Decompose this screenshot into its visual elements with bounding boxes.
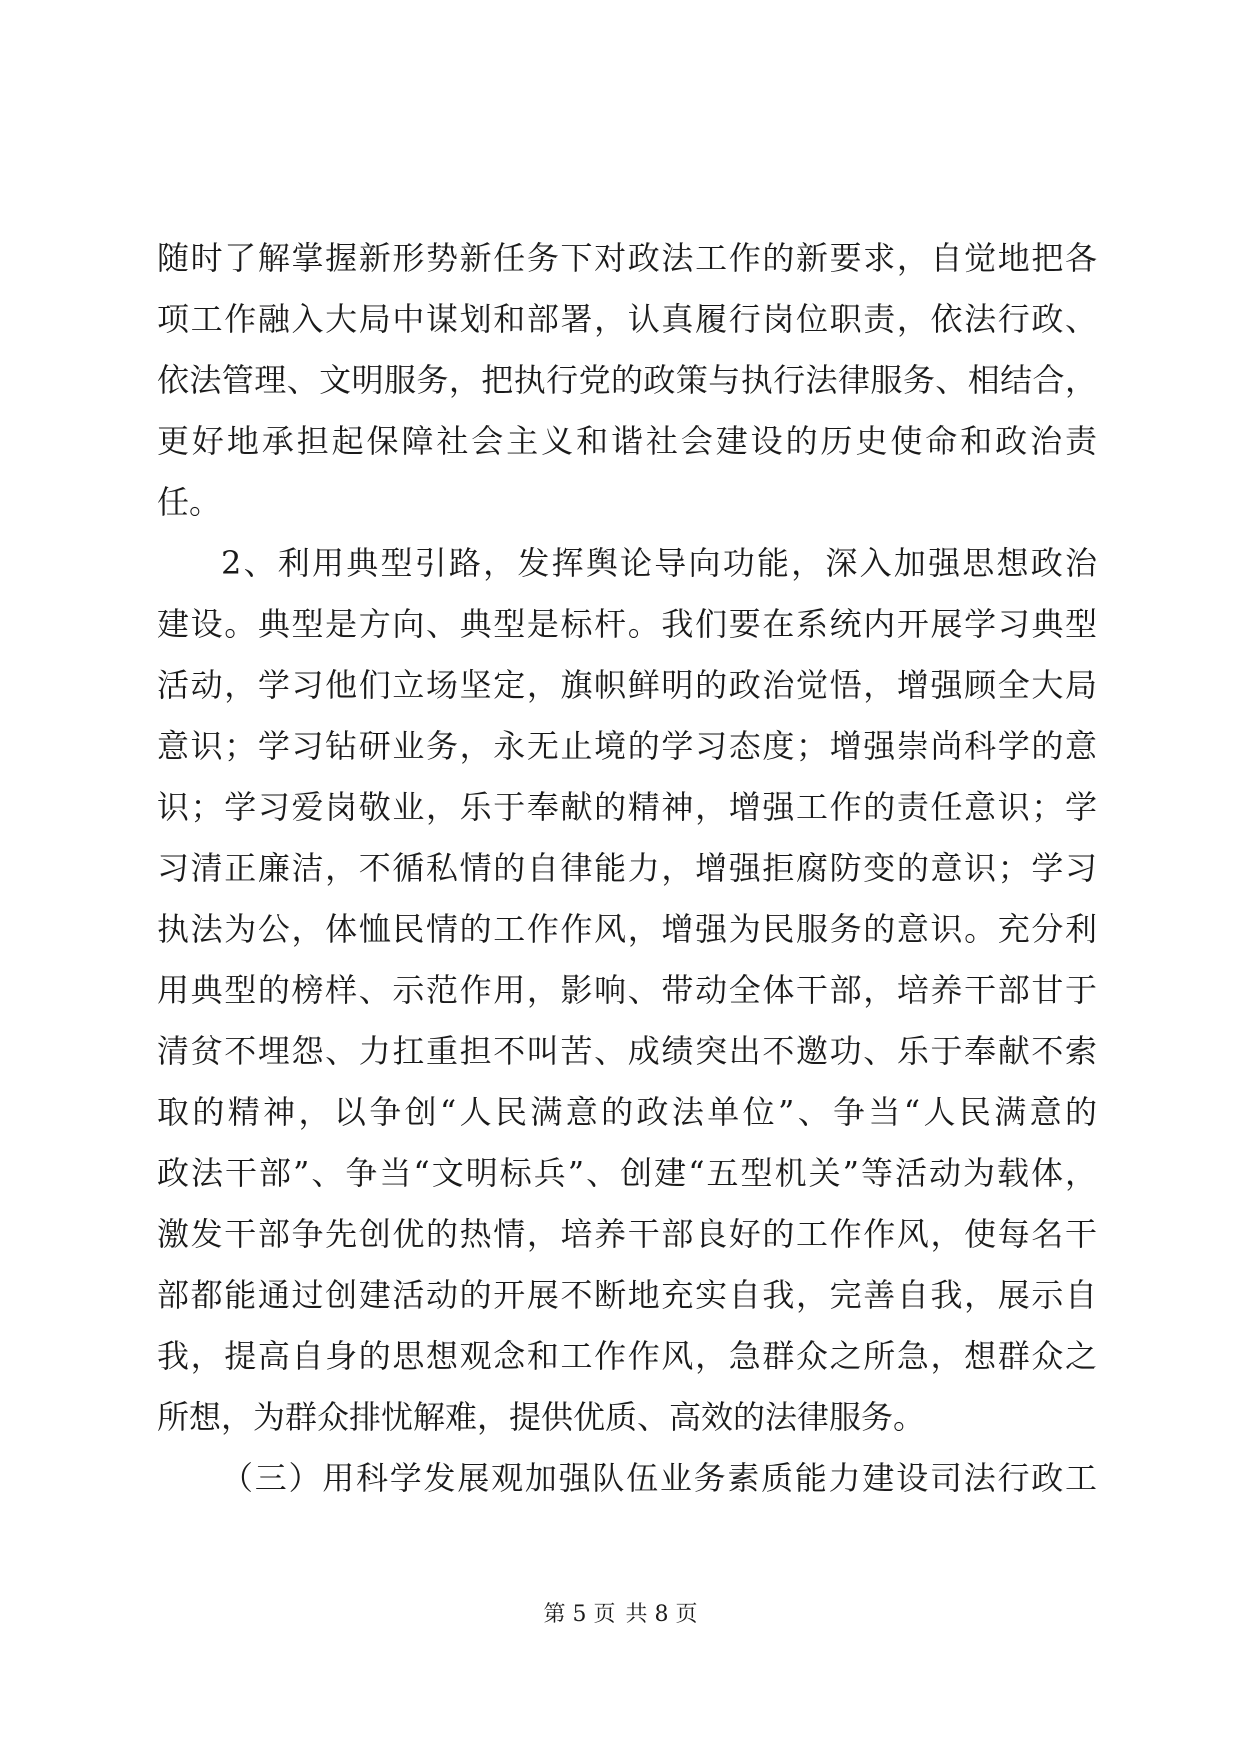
text-line: 执法为公，体恤民情的工作作风，增强为民服务的意识。充分利 bbox=[157, 910, 1097, 948]
page-footer bbox=[0, 1600, 1241, 1630]
text-line: 所想，为群众排忧解难，提供优质、高效的法律服务。 bbox=[157, 1398, 926, 1436]
text-line: 识；学习爱岗敬业，乐于奉献的精神，增强工作的责任意识；学 bbox=[157, 788, 1097, 826]
text-line: 我，提高自身的思想观念和工作作风，急群众之所急，想群众之 bbox=[157, 1337, 1097, 1375]
text-line: 活动，学习他们立场坚定，旗帜鲜明的政治觉悟，增强顾全大局 bbox=[157, 666, 1097, 704]
text-line: 意识；学习钻研业务，永无止境的学习态度；增强崇尚科学的意 bbox=[157, 727, 1097, 765]
text-line: 政法干部”、争当“文明标兵”、创建“五型机关”等活动为载体， bbox=[157, 1154, 1097, 1192]
section-heading-3: （三）用科学发展观加强队伍业务素质能力建设司法行政工 bbox=[221, 1459, 1097, 1497]
text-line: 项工作融入大局中谋划和部署，认真履行岗位职责，依法行政、 bbox=[157, 300, 1097, 338]
text-line: 随时了解掌握新形势新任务下对政法工作的新要求，自觉地把各 bbox=[157, 239, 1097, 277]
text-line: 用典型的榜样、示范作用，影响、带动全体干部，培养干部甘于 bbox=[157, 971, 1097, 1009]
text-line: 依法管理、文明服务，把执行党的政策与执行法律服务、相结合， bbox=[157, 361, 1097, 399]
text-line: 取的精神，以争创“人民满意的政法单位”、争当“人民满意的 bbox=[157, 1093, 1097, 1131]
text-line: 建设。典型是方向、典型是标杆。我们要在系统内开展学习典型 bbox=[157, 605, 1097, 643]
text-line: 部都能通过创建活动的开展不断地充实自我，完善自我，展示自 bbox=[157, 1276, 1097, 1314]
text-line: 更好地承担起保障社会主义和谐社会建设的历史使命和政治责 bbox=[157, 422, 1097, 460]
document-body bbox=[157, 228, 1097, 1509]
text-line: 清贫不埋怨、力扛重担不叫苦、成绩突出不邀功、乐于奉献不索 bbox=[157, 1032, 1097, 1070]
page-number-total: 共 8 页 bbox=[625, 1602, 698, 1627]
text-line: 习清正廉洁，不循私情的自律能力，增强拒腐防变的意识；学习 bbox=[157, 849, 1097, 887]
page-number-current: 第 5 页 bbox=[543, 1602, 616, 1627]
text-line: 任。 bbox=[157, 483, 222, 521]
paragraph-2-first-line: 2、利用典型引路，发挥舆论导向功能，深入加强思想政治 bbox=[221, 544, 1097, 582]
text-line: 激发干部争先创优的热情，培养干部良好的工作作风，使每名干 bbox=[157, 1215, 1097, 1253]
